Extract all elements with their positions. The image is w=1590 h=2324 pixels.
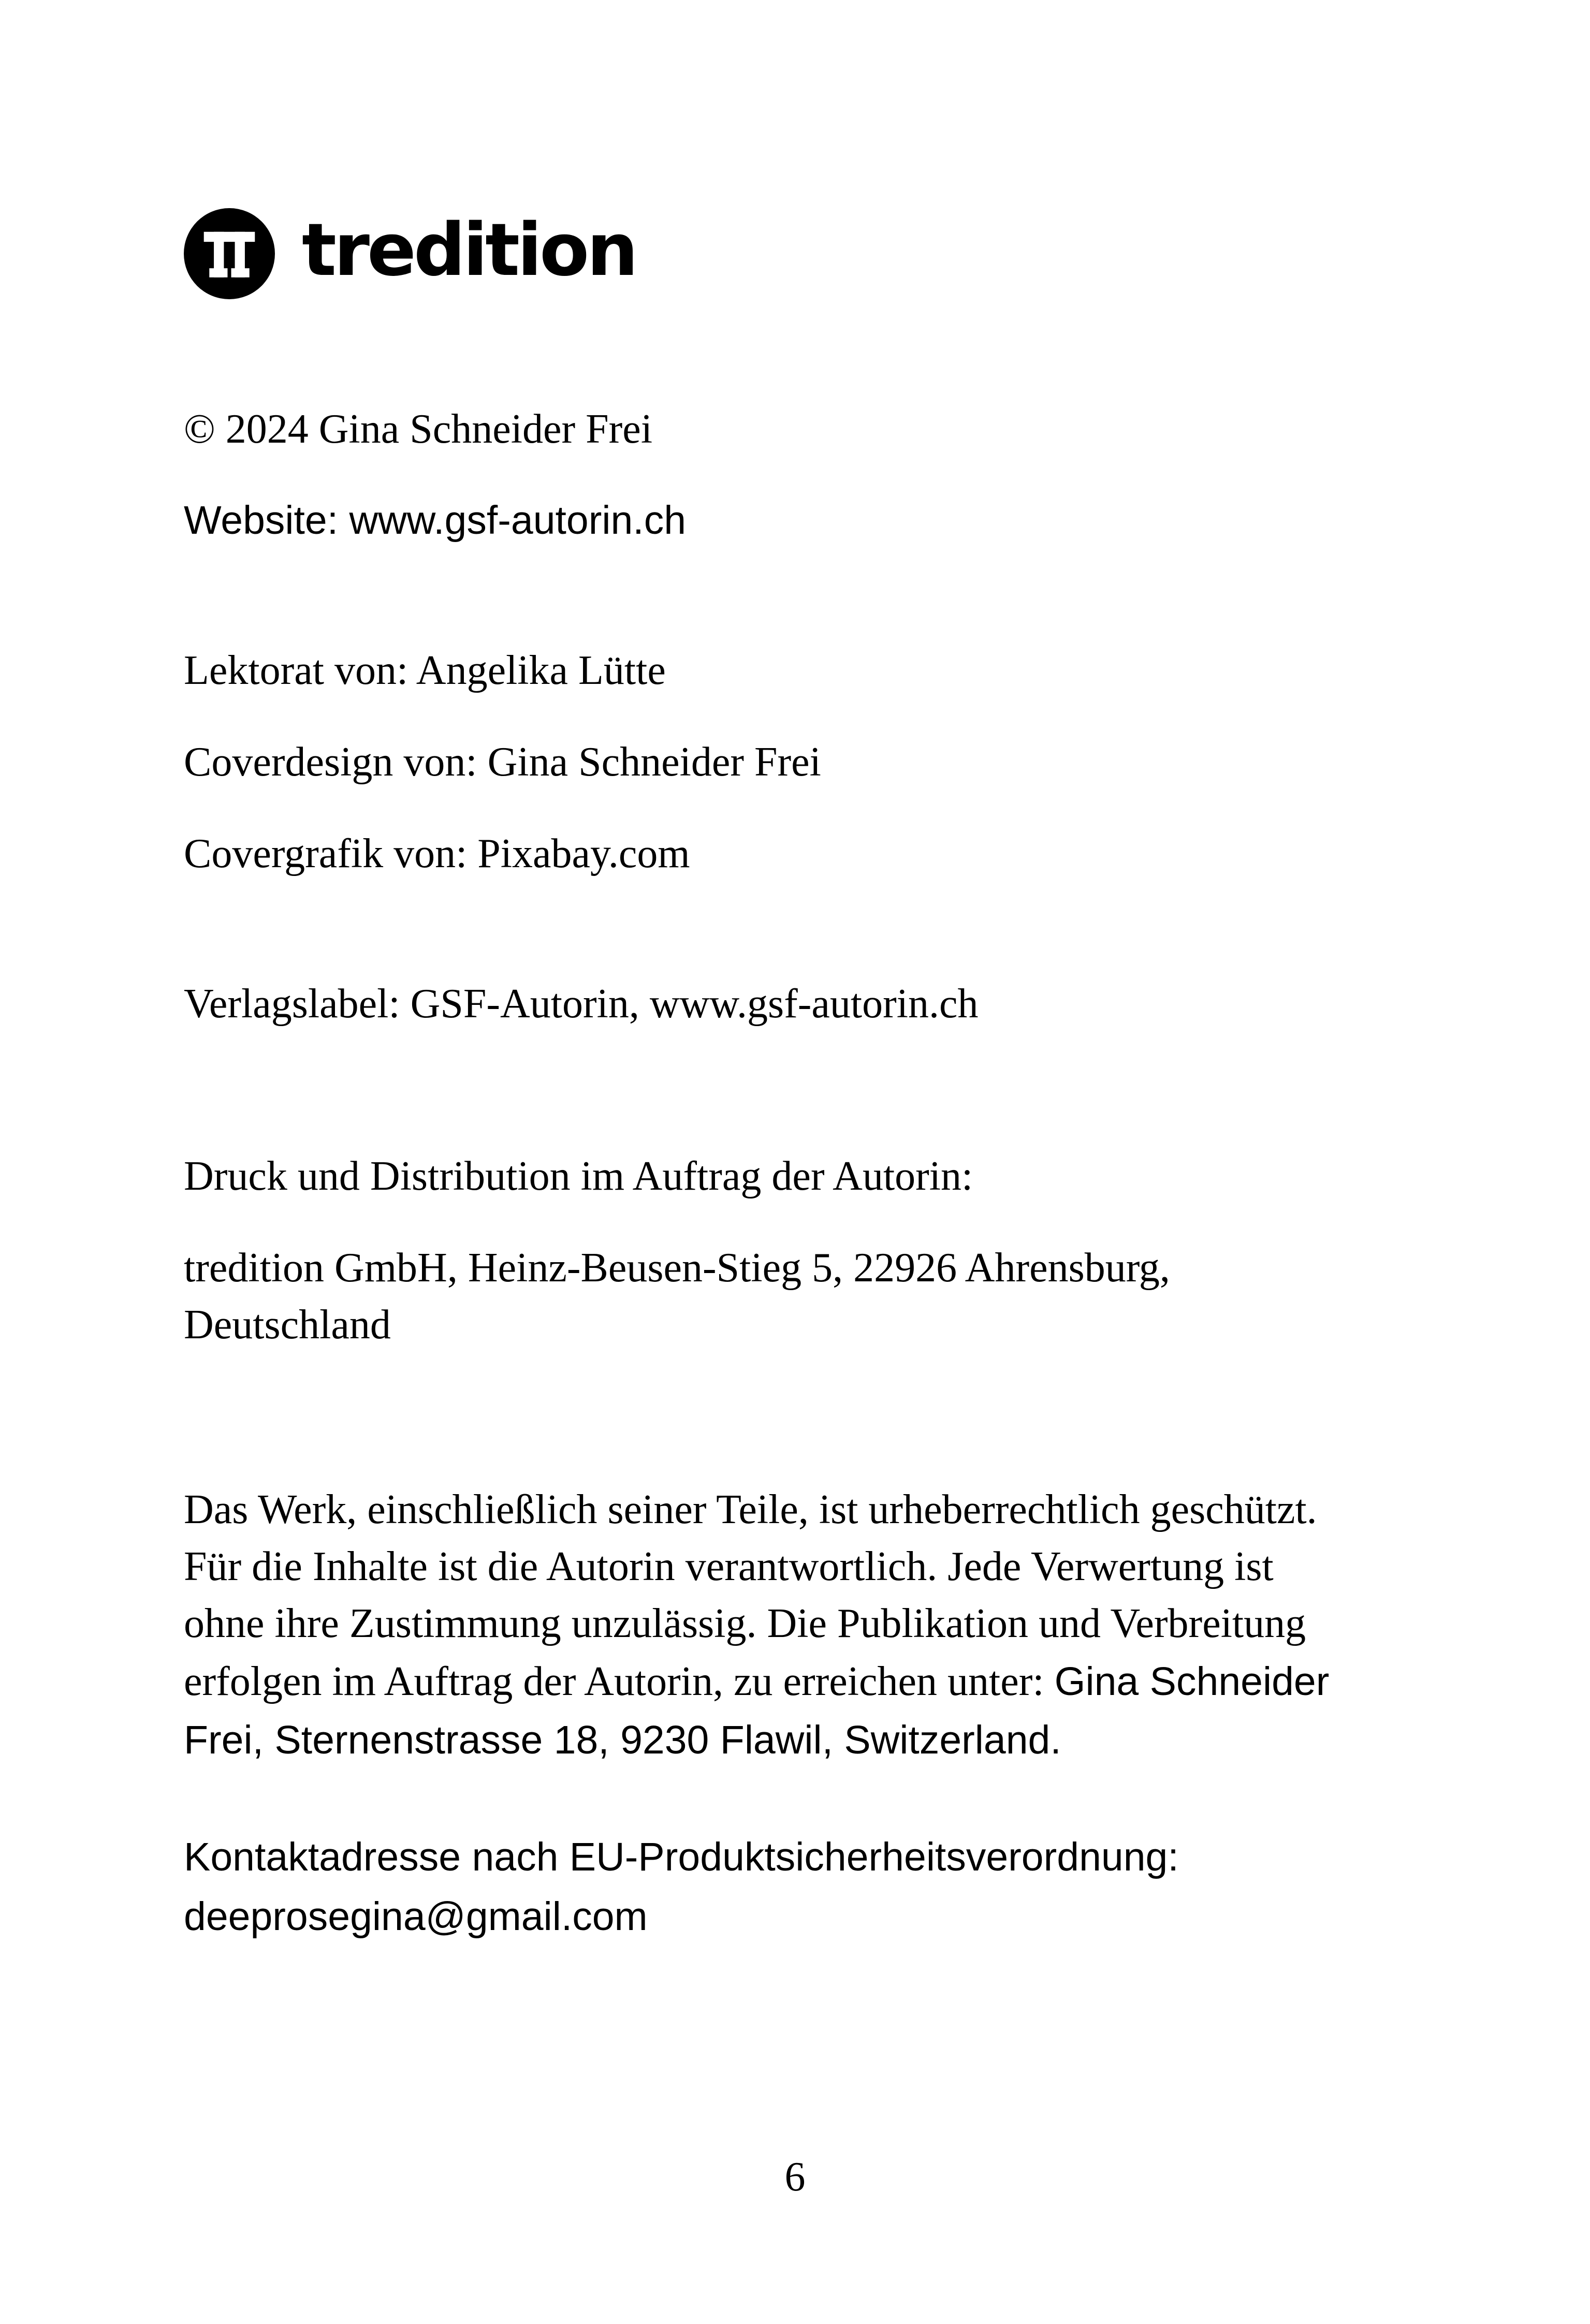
legal-text-line2: Für die Inhalte ist die Autorin verantwortlich. Jede Verwertung ist — [184, 1544, 1274, 1589]
contact-email: deeprosegina@gmail.com — [184, 1894, 648, 1939]
druck-heading: Druck und Distribution im Auftrag der Autorin: — [184, 1153, 973, 1199]
page-number: 6 — [784, 2154, 806, 2200]
legal-text-line4-serif: erfolgen im Auftrag der Autorin, zu erreichen unter: — [184, 1659, 1055, 1704]
legal-text-line1: Das Werk, einschließlich seiner Teile, ist urheberrechtlich geschützt. — [184, 1487, 1317, 1532]
logo-wordmark: tredition — [302, 208, 636, 293]
legal-text-line5: Frei, Sternenstrasse 18, 9230 Flawil, Switzerland. — [184, 1718, 1061, 1762]
legal-text-line4-sans: Gina Schneider — [1054, 1659, 1330, 1704]
website-line: Website: www.gsf-autorin.ch — [184, 498, 687, 543]
coverdesign-credit: Coverdesign von: Gina Schneider Frei — [184, 739, 821, 785]
legal-text-line4 — [184, 1652, 1329, 1712]
tredition-mark-icon — [184, 208, 275, 299]
verlagslabel-line: Verlagslabel: GSF-Autorin, www.gsf-autorin.ch — [184, 981, 979, 1027]
covergrafik-credit: Covergrafik von: Pixabay.com — [184, 831, 690, 876]
copyright-notice: © 2024 Gina Schneider Frei — [184, 406, 653, 452]
contact-line1: Kontaktadresse nach EU-Produktsicherheitsverordnung: — [184, 1835, 1179, 1879]
publisher-logo — [184, 207, 636, 300]
legal-text-line3: ohne ihre Zustimmung unzulässig. Die Publikation und Verbreitung — [184, 1601, 1306, 1646]
druck-address-line1: tredition GmbH, Heinz-Beusen-Stieg 5, 22926 Ahrensburg, — [184, 1245, 1170, 1291]
druck-address-line2: Deutschland — [184, 1302, 391, 1348]
lektorat-credit: Lektorat von: Angelika Lütte — [184, 648, 666, 693]
